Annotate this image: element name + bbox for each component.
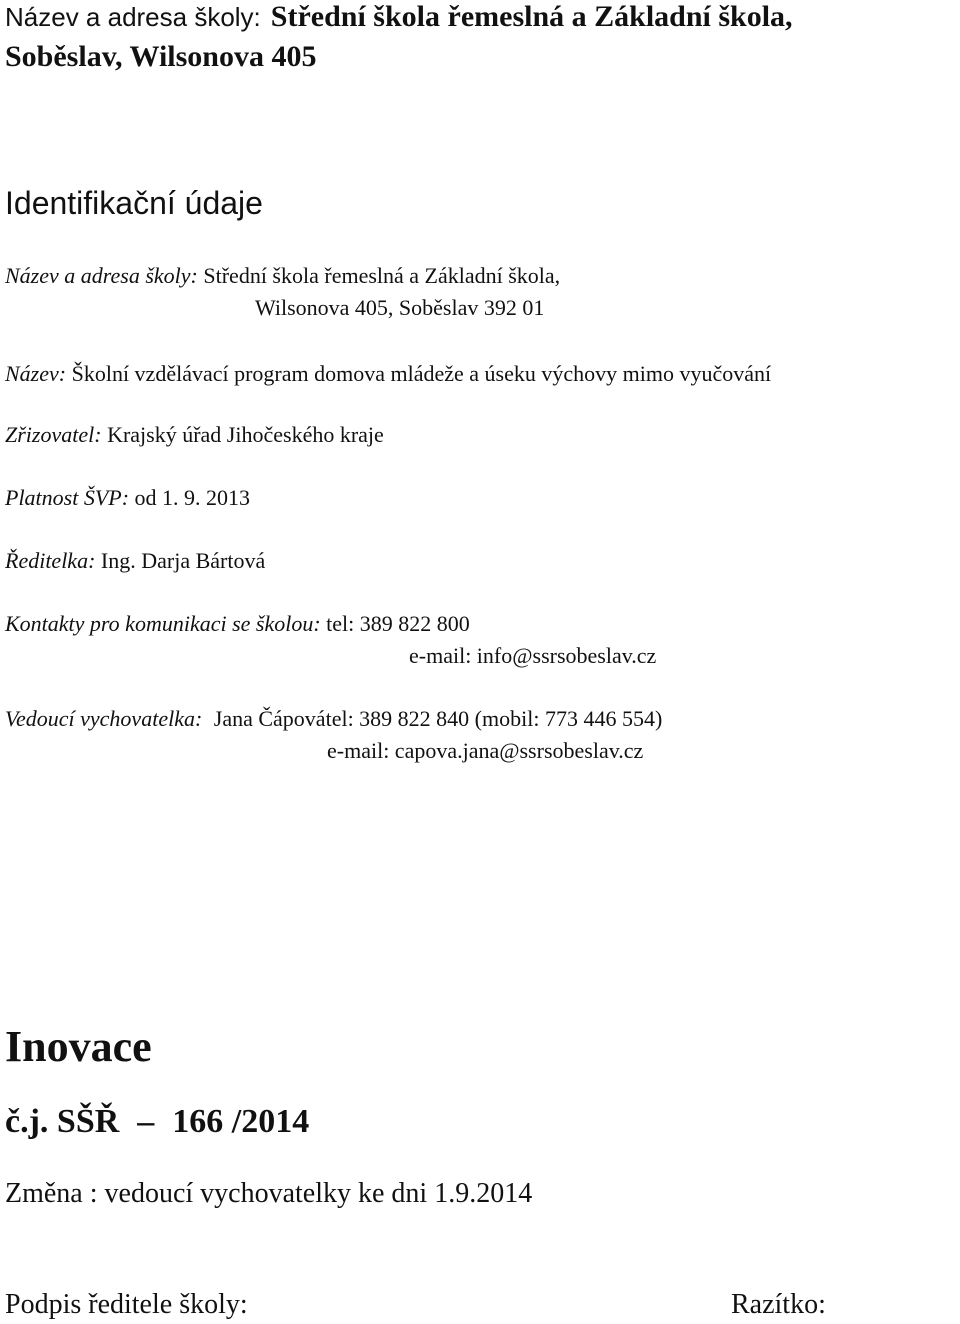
school-header-line2: Soběslav, Wilsonova 405 — [5, 40, 317, 73]
address-value-line2: Wilsonova 405, Soběslav 392 01 — [255, 295, 545, 320]
change-note: Změna : vedoucí vychovatelky ke dni 1.9.2014 — [5, 1178, 533, 1209]
address-row — [5, 265, 560, 287]
director-value: Ing. Darja Bártová — [100, 548, 266, 573]
reference-number — [5, 1105, 309, 1139]
contacts-label: Kontakty pro komunikaci se školou: — [5, 611, 321, 636]
director-label: Ředitelka: — [5, 548, 96, 573]
school-header-line1 — [5, 2, 793, 32]
contacts-tel: tel: 389 822 800 — [326, 611, 470, 636]
program-name-value: Školní vzdělávací program domova mládeže a úseku výchovy mimo vyučování — [71, 361, 772, 386]
address-value-line1: Střední škola řemeslná a Základní škola, — [203, 263, 561, 288]
school-header-name: Střední škola řemeslná a Základní škola, — [270, 0, 793, 33]
head-educator-row — [5, 708, 662, 730]
founder-value: Krajský úřad Jihočeského kraje — [107, 422, 384, 447]
validity-row — [5, 487, 250, 509]
head-educator-tel: tel: 389 822 840 (mobil: 773 446 554) — [325, 706, 663, 731]
validity-value: od 1. 9. 2013 — [134, 485, 251, 510]
director-row — [5, 550, 265, 572]
program-name-row — [5, 363, 771, 385]
stamp-label: Razítko: — [731, 1289, 826, 1320]
program-name-label: Název: — [5, 361, 67, 386]
head-educator-label: Vedoucí vychovatelka: — [5, 706, 203, 731]
reference-value: 166 /2014 — [172, 1103, 310, 1140]
address-label: Název a adresa školy: — [5, 263, 198, 288]
section-title: Identifikační údaje — [5, 185, 263, 221]
head-educator-name: Jana Čápová — [213, 706, 326, 731]
founder-label: Zřizovatel: — [5, 422, 102, 447]
head-educator-email: e-mail: capova.jana@ssrsobeslav.cz — [327, 738, 644, 763]
contacts-email: e-mail: info@ssrsobeslav.cz — [409, 643, 657, 668]
validity-label: Platnost ŠVP: — [5, 485, 130, 510]
school-header-label: Název a adresa školy: — [5, 2, 261, 32]
founder-row — [5, 424, 384, 446]
reference-prefix: č.j. SŠŘ — [5, 1103, 120, 1140]
signature-label: Podpis ředitele školy: — [5, 1289, 248, 1320]
reference-dash: – — [137, 1103, 155, 1140]
innovation-title: Inovace — [5, 1022, 152, 1071]
contacts-row — [5, 613, 470, 635]
